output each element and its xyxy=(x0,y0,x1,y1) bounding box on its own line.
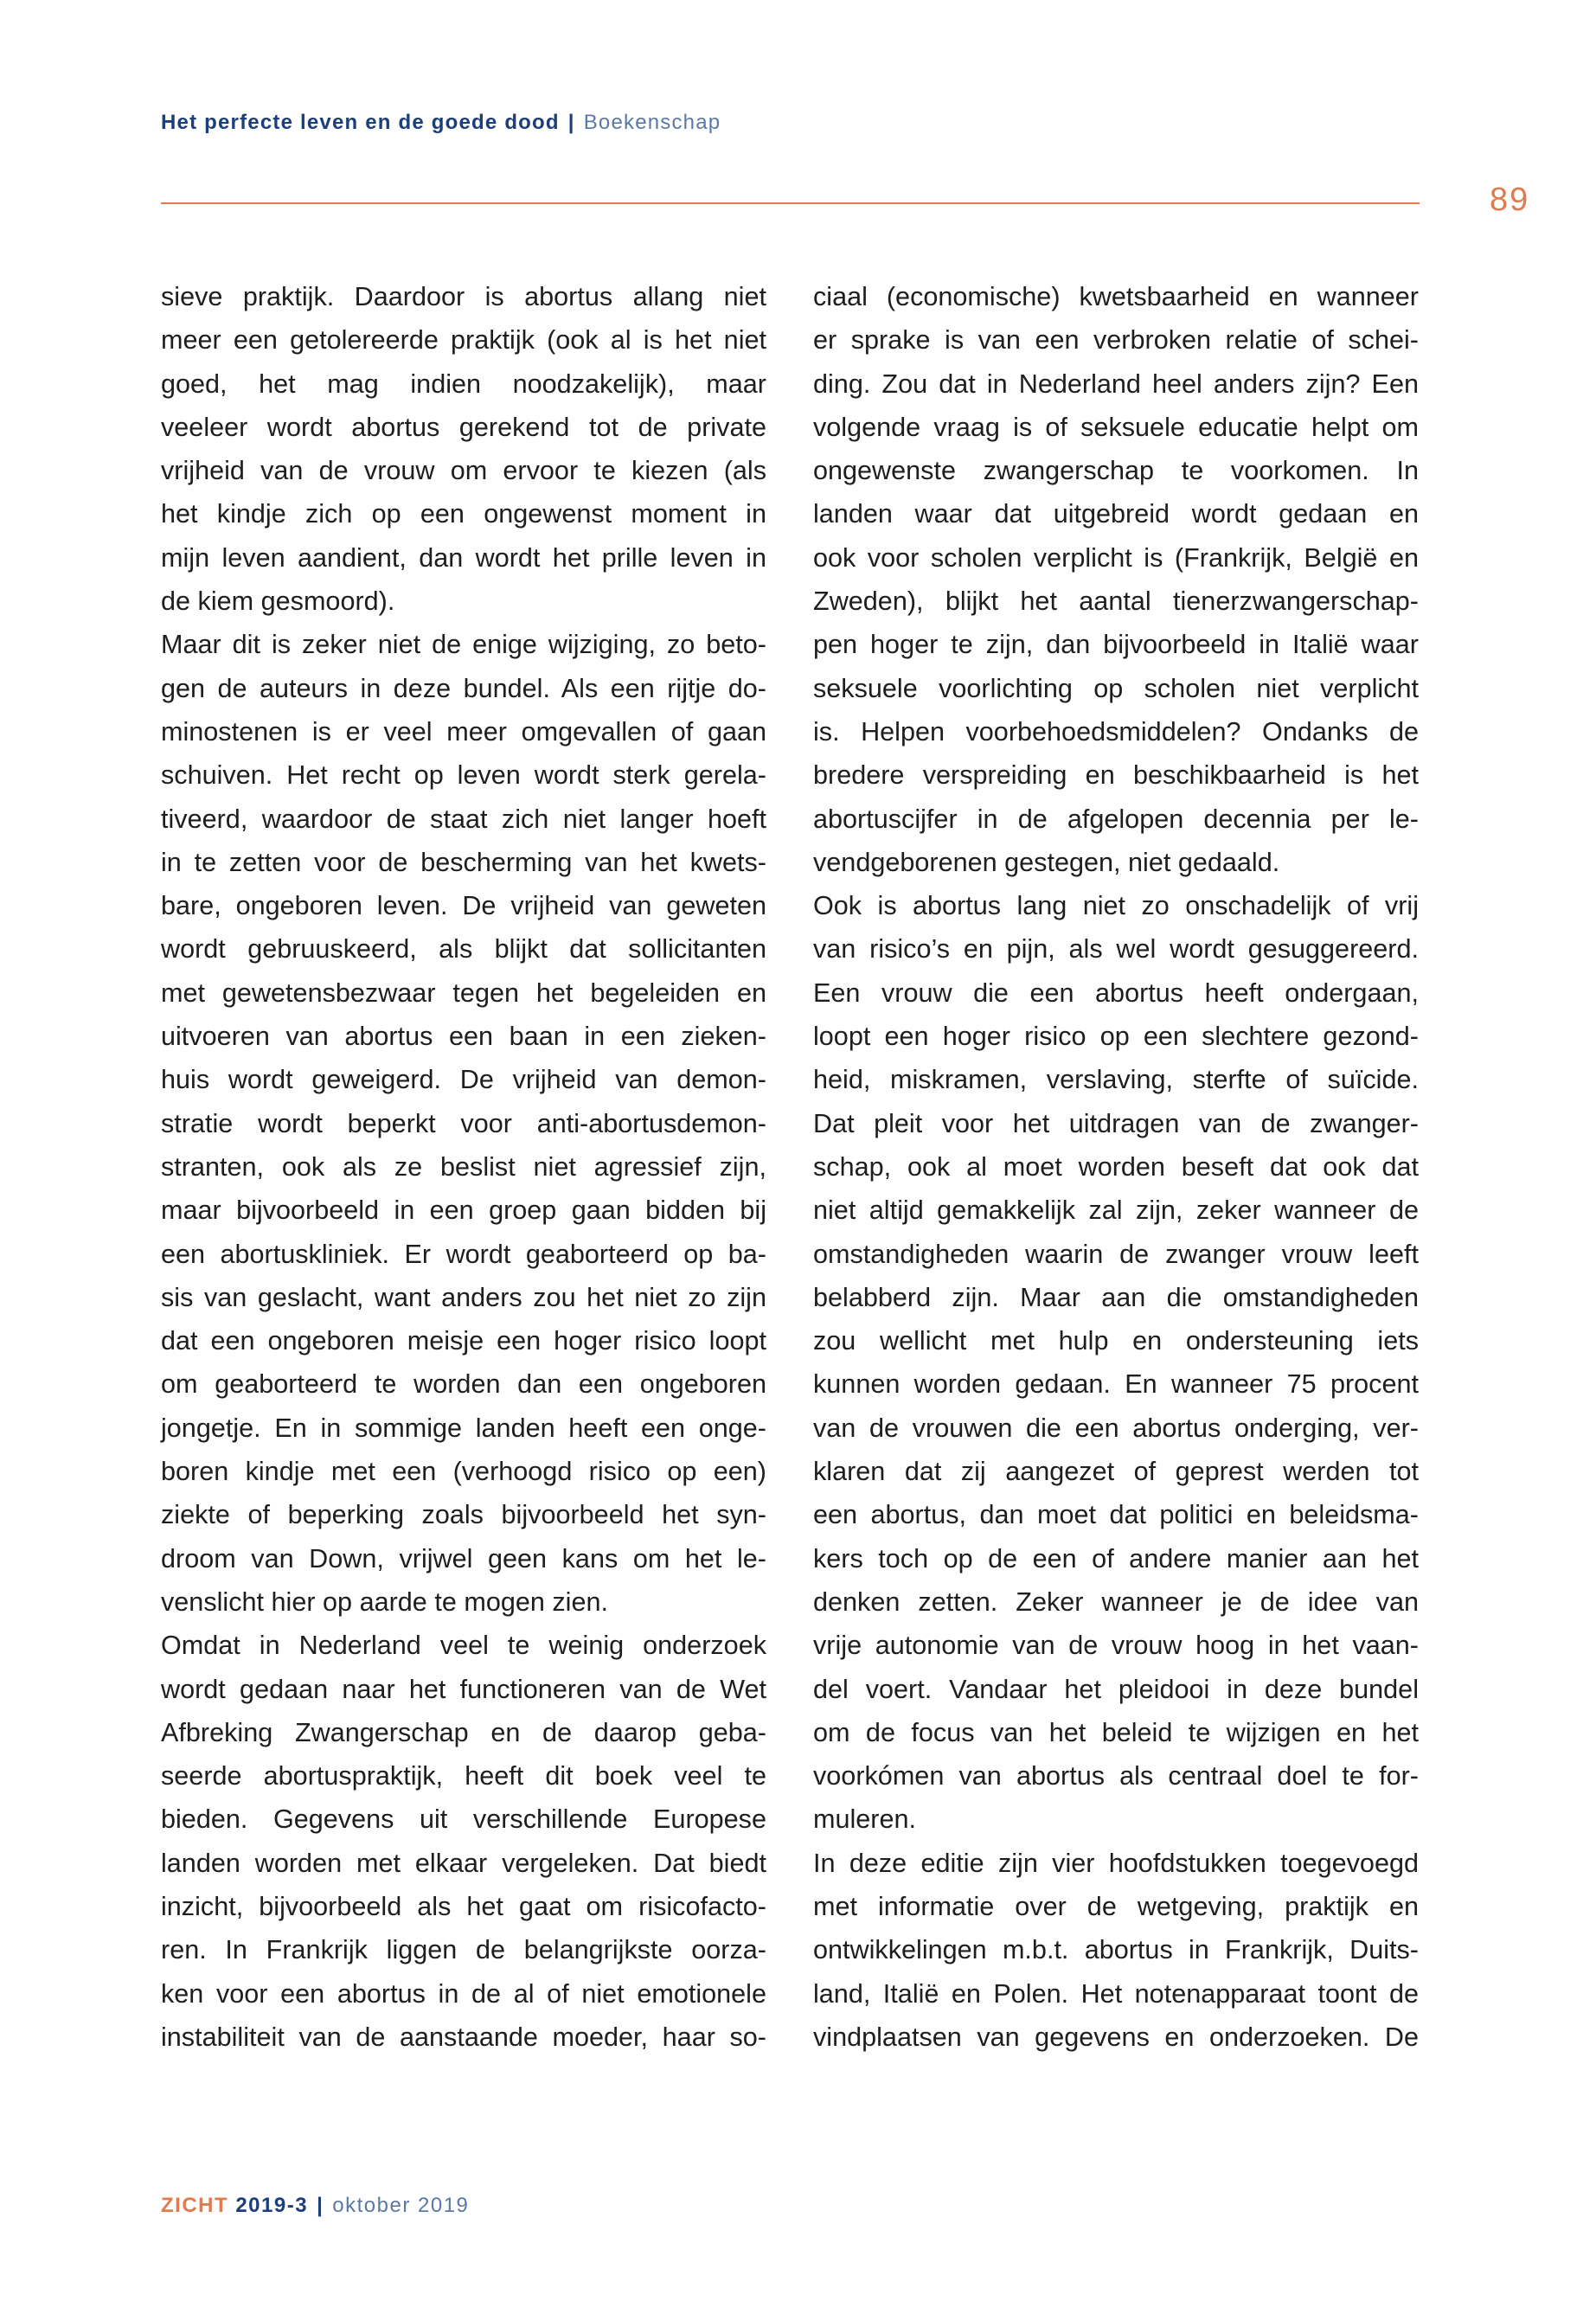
text-line: om de focus van het beleid te wijzigen en het xyxy=(813,1717,1419,1747)
text-line: uitvoeren van abortus een baan in een zieken- xyxy=(161,1022,766,1052)
text-line: Zweden), blijkt het aantal tienerzwangerschap- xyxy=(813,586,1419,617)
header-rule xyxy=(161,202,1420,204)
text-line: de kiem gesmoord). xyxy=(161,586,395,617)
text-line: van risico’s en pijn, als wel wordt gesuggereerd. xyxy=(813,934,1419,965)
text-line: van de vrouwen die een abortus onderging, ver- xyxy=(813,1413,1419,1443)
paragraph xyxy=(161,1624,766,2059)
paragraph xyxy=(813,1842,1419,2059)
text-line: schuiven. Het recht op leven wordt sterk gerela- xyxy=(161,760,766,791)
text-line: tiveerd, waardoor de staat zich niet langer hoeft xyxy=(161,804,766,834)
text-line: in te zetten voor de bescherming van het kwets- xyxy=(161,847,766,877)
text-line: Dat pleit voor het uitdragen van de zwanger- xyxy=(813,1108,1419,1138)
text-line: bare, ongeboren leven. De vrijheid van geweten xyxy=(161,891,766,921)
text-line: del voert. Vandaar het pleidooi in deze bundel xyxy=(813,1674,1419,1704)
text-line: droom van Down, vrijwel geen kans om het le- xyxy=(161,1543,766,1574)
text-line: kunnen worden gedaan. En wanneer 75 procent xyxy=(813,1369,1419,1400)
text-line: ding. Zou dat in Nederland heel anders zijn? Een xyxy=(813,369,1419,399)
header-separator: | xyxy=(567,111,575,134)
text-line: Afbreking Zwangerschap en de daarop geba- xyxy=(161,1717,766,1747)
text-line: ongewenste zwangerschap te voorkomen. In xyxy=(813,456,1419,486)
text-line: een abortus, dan moet dat politici en beleidsma- xyxy=(813,1500,1419,1530)
text-line: ciaal (economische) kwetsbaarheid en wanneer xyxy=(813,282,1419,311)
text-line: venslicht hier op aarde te mogen zien. xyxy=(161,1586,609,1617)
left-text-column xyxy=(161,275,766,2059)
text-line: mijn leven aandient, dan wordt het prille leven in xyxy=(161,542,766,573)
text-line: Een vrouw die een abortus heeft ondergaan, xyxy=(813,977,1419,1008)
text-line: muleren. xyxy=(813,1804,917,1835)
text-line: Ook is abortus lang niet zo onschadelijk of vrij xyxy=(813,891,1419,921)
text-line: kers toch op de een of andere manier aan het xyxy=(813,1543,1419,1574)
issue-date: oktober 2019 xyxy=(332,2194,470,2217)
text-line: maar bijvoorbeeld in een groep gaan bidden bij xyxy=(161,1195,766,1226)
text-line: ziekte of beperking zoals bijvoorbeeld het syn- xyxy=(161,1500,766,1530)
section-name: Boekenschap xyxy=(583,111,721,134)
issue-number: 2019-3 xyxy=(235,2194,309,2217)
text-line: boren kindje met een (verhoogd risico op een) xyxy=(161,1457,766,1487)
text-line: Maar dit is zeker niet de enige wijziging, zo beto- xyxy=(161,630,766,660)
text-line: sieve praktijk. Daardoor is abortus allang niet xyxy=(161,282,766,311)
text-line: klaren dat zij aangezet of geprest werden tot xyxy=(813,1457,1419,1487)
text-line: vindplaatsen van gegevens en onderzoeken. De xyxy=(813,2022,1419,2052)
text-line: er sprake is van een verbroken relatie of schei- xyxy=(813,325,1419,356)
text-line: zou wellicht met hulp en ondersteuning iets xyxy=(813,1326,1419,1356)
text-line: huis wordt geweigerd. De vrijheid van demon- xyxy=(161,1065,766,1095)
text-line: wordt gebruuskeerd, als blijkt dat sollicitanten xyxy=(161,934,766,965)
text-line: veeleer wordt abortus gerekend tot de private xyxy=(161,412,766,442)
right-text-column xyxy=(813,275,1419,2059)
text-line: minostenen is er veel meer omgevallen of gaan xyxy=(161,716,766,747)
text-line: ken voor een abortus in de al of niet emotionele xyxy=(161,1978,766,2009)
text-line: inzicht, bijvoorbeeld als het gaat om risicofacto- xyxy=(161,1891,766,1921)
text-line: stratie wordt beperkt voor anti-abortusdemon- xyxy=(161,1108,766,1138)
text-line: jongetje. En in sommige landen heeft een onge- xyxy=(161,1413,766,1443)
text-line: het kindje zich op een ongewenst moment in xyxy=(161,499,766,529)
text-line: heid, miskramen, verslaving, sterfte of suïcide. xyxy=(813,1065,1419,1095)
text-line: vrijheid van de vrouw om ervoor te kiezen (als xyxy=(161,456,766,486)
text-line: ontwikkelingen m.b.t. abortus in Frankrijk, Duits- xyxy=(813,1935,1419,1965)
text-line: niet altijd gemakkelijk zal zijn, zeker wanneer de xyxy=(813,1195,1419,1226)
text-line: voorkómen van abortus als centraal doel te for- xyxy=(813,1761,1419,1791)
text-line: bredere verspreiding en beschikbaarheid is het xyxy=(813,760,1419,791)
publication-title: Het perfecte leven en de goede dood xyxy=(161,111,560,134)
page-number: 89 xyxy=(1490,182,1530,218)
text-line: bieden. Gegevens uit verschillende Europese xyxy=(161,1804,766,1835)
text-line: sis van geslacht, want anders zou het niet zo zijn xyxy=(161,1282,766,1312)
text-line: Omdat in Nederland veel te weinig onderzoek xyxy=(161,1631,766,1661)
text-line: stranten, ook als ze beslist niet agressief zijn, xyxy=(161,1151,766,1182)
text-line: schap, ook al moet worden beseft dat ook dat xyxy=(813,1151,1419,1182)
text-line: seksuele voorlichting op scholen niet verplicht xyxy=(813,673,1419,703)
text-line: meer een getolereerde praktijk (ook al is het niet xyxy=(161,325,766,356)
text-line: land, Italië en Polen. Het notenapparaat toont de xyxy=(813,1978,1419,2009)
paragraph xyxy=(813,275,1419,884)
text-line: seerde abortuspraktijk, heeft dit boek veel te xyxy=(161,1761,766,1791)
text-line: vendgeborenen gestegen, niet gedaald. xyxy=(813,847,1280,877)
text-line: loopt een hoger risico op een slechtere gezond- xyxy=(813,1022,1419,1052)
text-line: dat een ongeboren meisje een hoger risico loopt xyxy=(161,1326,766,1356)
text-line: met gewetensbezwaar tegen het begeleiden en xyxy=(161,977,766,1008)
text-line: pen hoger te zijn, dan bijvoorbeeld in Italië waar xyxy=(813,630,1419,660)
text-line: vrije autonomie van de vrouw hoog in het vaan- xyxy=(813,1631,1419,1661)
text-line: ook voor scholen verplicht is (Frankrijk, België en xyxy=(813,542,1419,573)
magazine-name: ZICHT xyxy=(161,2194,229,2217)
text-line: een abortuskliniek. Er wordt geaborteerd op ba- xyxy=(161,1239,766,1269)
text-line: In deze editie zijn vier hoofdstukken toegevoegd xyxy=(813,1848,1419,1878)
text-line: landen worden met elkaar vergeleken. Dat biedt xyxy=(161,1848,766,1878)
paragraph xyxy=(813,884,1419,1842)
text-line: abortuscijfer in de afgelopen decennia per le- xyxy=(813,804,1419,834)
text-line: belabberd zijn. Maar aan die omstandigheden xyxy=(813,1282,1419,1312)
running-header xyxy=(161,111,721,135)
text-line: landen waar dat uitgebreid wordt gedaan en xyxy=(813,499,1419,529)
text-line: instabiliteit van de aanstaande moeder, haar so- xyxy=(161,2022,766,2052)
text-line: volgende vraag is of seksuele educatie helpt om xyxy=(813,412,1419,442)
text-line: is. Helpen voorbehoedsmiddelen? Ondanks de xyxy=(813,716,1419,747)
paragraph xyxy=(161,623,766,1624)
footer xyxy=(161,2194,469,2218)
text-line: gen de auteurs in deze bundel. Als een rijtje do- xyxy=(161,673,766,703)
text-line: denken zetten. Zeker wanneer je de idee van xyxy=(813,1586,1419,1617)
text-line: omstandigheden waarin de zwanger vrouw leeft xyxy=(813,1239,1419,1269)
footer-separator: | xyxy=(317,2194,324,2217)
paragraph xyxy=(161,275,766,623)
text-line: ren. In Frankrijk liggen de belangrijkste oorza- xyxy=(161,1935,766,1965)
text-line: om geaborteerd te worden dan een ongeboren xyxy=(161,1369,766,1400)
text-line: goed, het mag indien noodzakelijk), maar xyxy=(161,369,766,399)
text-line: met informatie over de wetgeving, praktijk en xyxy=(813,1891,1419,1921)
text-line: wordt gedaan naar het functioneren van de Wet xyxy=(161,1674,766,1704)
